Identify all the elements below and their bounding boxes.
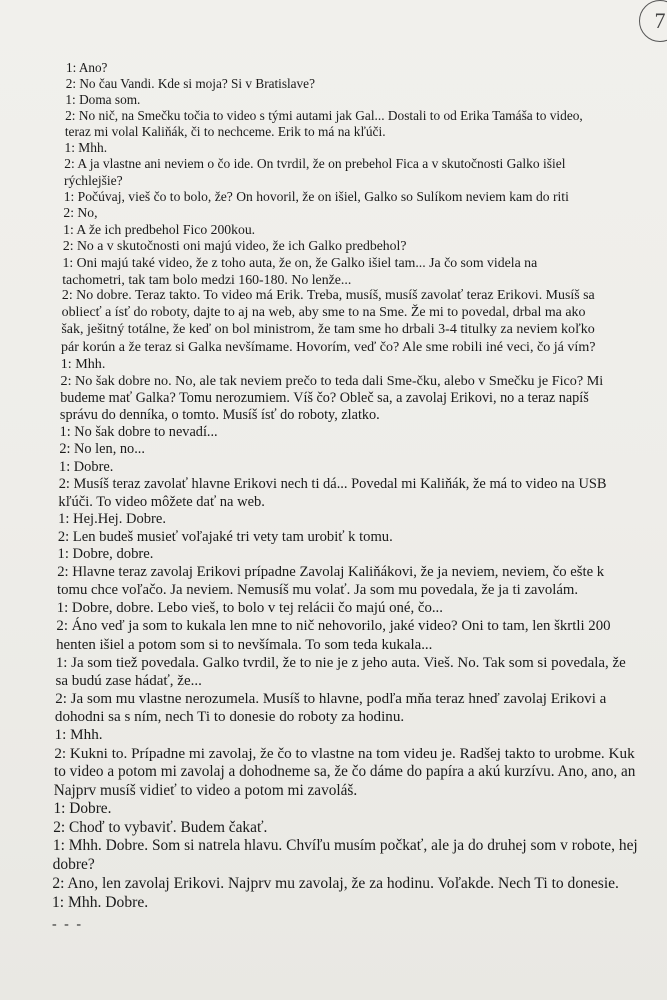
transcript-line: 2: Kukni to. Prípadne mi zavolaj, že čo to vlastne na tom videu je. Radšej takto to urobme. Kuk bbox=[54, 744, 635, 762]
transcript-line: 2: Hlavne teraz zavolaj Erikovi prípadne Zavolaj Kaliňákovi, že ja neviem, neviem, čo ešte k bbox=[57, 564, 605, 581]
transcript-line: 2: No čau Vandi. Kde si moja? Si v Bratislave? bbox=[65, 75, 315, 91]
transcript-line: dobre? bbox=[52, 856, 95, 874]
transcript-line: budeme mať Galka? Tomu nerozumiem. Víš čo? Obleč sa, a zavolaj Erikovi, no a teraz napíš bbox=[60, 389, 589, 406]
transcript-line: dohodni sa s ním, nech Ti to donesie do roboty za hodinu. bbox=[54, 709, 405, 726]
transcript-line: 1: Dobre. bbox=[59, 458, 114, 475]
transcript-line: 1: Hej.Hej. Dobre. bbox=[58, 511, 166, 528]
transcript-line: 2: No, bbox=[63, 205, 98, 221]
transcript-line: 2: Len budeš musieť voľajaké tri vety tam urobiť k tomu. bbox=[57, 528, 393, 545]
transcript-line: 1: Mhh. Dobre. Som si natrela hlavu. Chvíľu musím počkať, ale ja do druhej som v robote, hej bbox=[52, 837, 638, 855]
transcript-line: 1: Ja som tiež povedala. Galko tvrdil, že to nie je z jeho auta. Vieš. No. Tak som si povedala, že bbox=[55, 654, 626, 671]
page-number: 7 bbox=[639, 0, 667, 42]
transcript-line: 1: Počúvaj, vieš čo to bolo, že? On hovoril, že on išiel, Galko so Sulíkom neviem kam do riti bbox=[63, 188, 569, 204]
transcript-line: tomu chce voľačo. Ja neviem. Nemusíš mu volať. Ja som mu povedala, že ja ti zavolám. bbox=[57, 581, 579, 598]
transcript-line: šak, ješitný totálne, že keď on bol ministrom, že tam sme ho drbali 3-4 titulky za neviem koľko bbox=[61, 321, 595, 337]
transcript-line: rýchlejšie? bbox=[64, 172, 123, 188]
transcript-line: 2: No nič, na Smečku točia to video s tými autami jak Gal... Dostali to od Erika Tamáša to video, bbox=[65, 107, 583, 123]
transcript-line: 2: Choď to vybaviť. Budem čakať. bbox=[53, 818, 268, 836]
transcript-line: sa budú zase hádať, že... bbox=[55, 672, 202, 689]
end-marker: - - - bbox=[52, 916, 83, 932]
transcript-line: to video a potom mi zavolaj a dohodneme sa, že čo dáme do papíra a akú kurzívu. Ano, ano, an bbox=[54, 763, 636, 781]
transcript-body bbox=[52, 60, 667, 932]
transcript-line: 1: Mhh. bbox=[64, 140, 108, 156]
transcript-line: 2: Áno veď ja som to kukala len mne to nič nehovorilo, jaké video? Oni to tam, len škrtli 200 bbox=[56, 617, 611, 634]
transcript-line: kľúči. To video môžete dať na web. bbox=[58, 493, 265, 510]
transcript-line: tachometri, tak tam bolo medzi 160-180. No lenže... bbox=[62, 271, 352, 287]
transcript-line: 2: Ano, len zavolaj Erikovi. Najprv mu zavolaj, že za hodinu. Voľakde. Nech Ti to donesie. bbox=[52, 874, 619, 892]
transcript-line: 2: Musíš teraz zavolať hlavne Erikovi nech ti dá... Povedal mi Kaliňák, že má to video na USB bbox=[58, 476, 607, 493]
transcript-line: 2: No a v skutočnosti oni majú video, že ich Galko predbehol? bbox=[62, 238, 407, 254]
transcript-line: 1: Mhh. bbox=[60, 355, 106, 372]
transcript-line: 1: Dobre, dobre. Lebo vieš, to bolo v tej relácii čo majú oné, čo... bbox=[56, 599, 443, 616]
transcript-line: 2: A ja vlastne ani neviem o čo ide. On tvrdil, že on prebehol Fica a v skutočnosti Galko išiel bbox=[64, 156, 566, 172]
transcript-line: 1: A že ich predbehol Fico 200kou. bbox=[63, 221, 256, 237]
transcript-line: Najprv musíš vidieť to video a potom mi zavoláš. bbox=[53, 781, 358, 799]
transcript-line: správu do denníka, o tomto. Musíš ísť do roboty, zlatko. bbox=[59, 407, 380, 423]
transcript-line: 1: Dobre. bbox=[53, 800, 112, 818]
transcript-line: obliecť a ísť do roboty, dajte to aj na web, aby sme to na Sme. Že mi to povedal, drbal ma ako bbox=[61, 305, 586, 321]
transcript-line: henten išiel a potom som si to nevšímala. To som teda kukala... bbox=[56, 636, 433, 653]
transcript-line: 1: Mhh. Dobre. bbox=[52, 893, 149, 911]
transcript-line: 1: Mhh. bbox=[54, 726, 103, 744]
transcript-line: 1: No šak dobre to nevadí... bbox=[59, 424, 218, 441]
transcript-line: 1: Dobre, dobre. bbox=[57, 546, 154, 563]
transcript-line: 2: No dobre. Teraz takto. To video má Erik. Treba, musíš, musíš zavolať teraz Erikovi. Musíš sa bbox=[61, 288, 595, 304]
transcript-line: 2: Ja som mu vlastne nerozumela. Musíš to hlavne, podľa mňa teraz hneď zavolaj Erikovi a bbox=[55, 690, 607, 707]
transcript-line: pár korún a že teraz si Galka nevšímame. Hovorím, veď čo? Ale sme robili iné veci, čo já vím? bbox=[61, 338, 596, 355]
transcript-line: 1: Doma som. bbox=[65, 91, 141, 107]
transcript-line: 2: No len, no... bbox=[59, 441, 145, 458]
transcript-line: teraz mi volal Kaliňák, či to nechceme. Erik to má na kľúči. bbox=[64, 123, 386, 139]
transcript-line: 1: Oni majú také video, že z toho auta, že on, že Galko išiel tam... Ja čo som videla na bbox=[62, 254, 538, 270]
transcript-line: 1: Ano? bbox=[66, 60, 108, 75]
transcript-line: 2: No šak dobre no. No, ale tak neviem prečo to teda dali Sme-čku, alebo v Smečku je Fico? Mi bbox=[60, 372, 604, 389]
